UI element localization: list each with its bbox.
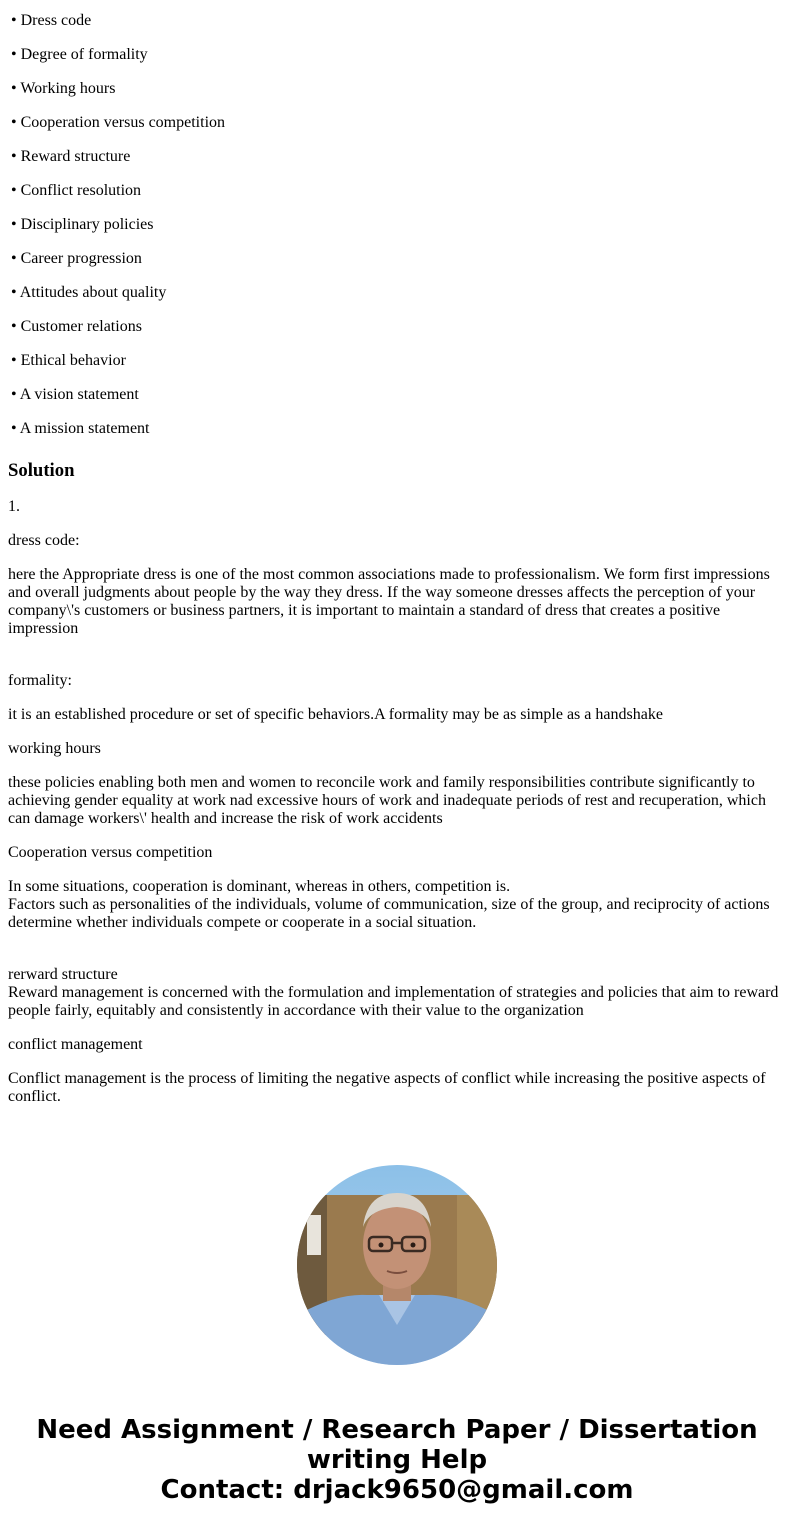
working-hours-text: these policies enabling both men and women to reconcile work and family responsibilities contribute significantly to achieving gender equality at work nad excessive hours of work and inadequate periods of rest and recuperation, which can damage workers\' health and increase the risk of work accidents: [8, 774, 766, 827]
cooperation-line-1: In some situations, cooperation is dominant, whereas in others, competition is.: [8, 878, 511, 895]
dress-code-label: dress code:: [8, 532, 80, 549]
working-hours-label: working hours: [8, 740, 101, 757]
document-body: [0, 12, 794, 1106]
list-item: • Attitudes about quality: [11, 284, 167, 301]
list-item: • Conflict resolution: [11, 182, 142, 199]
spacer: [8, 654, 786, 672]
cooperation-text: [8, 878, 786, 932]
conflict-label: conflict management: [8, 1036, 143, 1053]
dress-code-text: here the Appropriate dress is one of the most common associations made to professionalism. We form first impressions and overall judgments about people by the way they dress. If the way someone dresses affects the perception of your company\'s customers or business partners, it is important to maintain a standard of dress that creates a positive impression: [8, 566, 770, 637]
reward-text: Reward management is concerned with the formulation and implementation of strategies and policies that aim to reward people fairly, equitably and consistently in accordance with their value to the organization: [8, 984, 779, 1019]
reward-section: [8, 966, 786, 1020]
solution-number: 1.: [8, 498, 20, 515]
list-item: • Dress code: [11, 12, 92, 29]
list-item: • Disciplinary policies: [11, 216, 154, 233]
solution-heading: Solution: [8, 460, 75, 481]
formality-label: formality:: [8, 672, 72, 689]
contact-footer: [0, 1415, 794, 1505]
list-item: • Cooperation versus competition: [11, 114, 226, 131]
list-item: • Degree of formality: [11, 46, 148, 63]
conflict-text: Conflict management is the process of limiting the negative aspects of conflict while increasing the positive aspects of conflict.: [8, 1070, 766, 1105]
help-line: Need Assignment / Research Paper / Dissertation writing Help: [36, 1415, 758, 1475]
bullet-list: [8, 12, 786, 438]
list-item: • Customer relations: [11, 318, 142, 335]
contact-line: Contact: drjack9650@gmail.com: [160, 1475, 634, 1505]
formality-text: it is an established procedure or set of specific behaviors.A formality may be as simple as a handshake: [8, 706, 663, 723]
cooperation-label: Cooperation versus competition: [8, 844, 213, 861]
list-item: • A mission statement: [11, 420, 150, 437]
cooperation-line-2: Factors such as personalities of the individuals, volume of communication, size of the group, and reciprocity of actions determine whether individuals compete or cooperate in a social situation.: [8, 896, 770, 931]
list-item: • Working hours: [11, 80, 116, 97]
author-avatar: [297, 1165, 497, 1365]
reward-label: rerward structure: [8, 966, 118, 983]
list-item: • Career progression: [11, 250, 142, 267]
list-item: • A vision statement: [11, 386, 139, 403]
list-item: • Reward structure: [11, 148, 131, 165]
list-item: • Ethical behavior: [11, 352, 126, 369]
author-photo: [297, 1165, 497, 1365]
spacer: [8, 948, 786, 966]
